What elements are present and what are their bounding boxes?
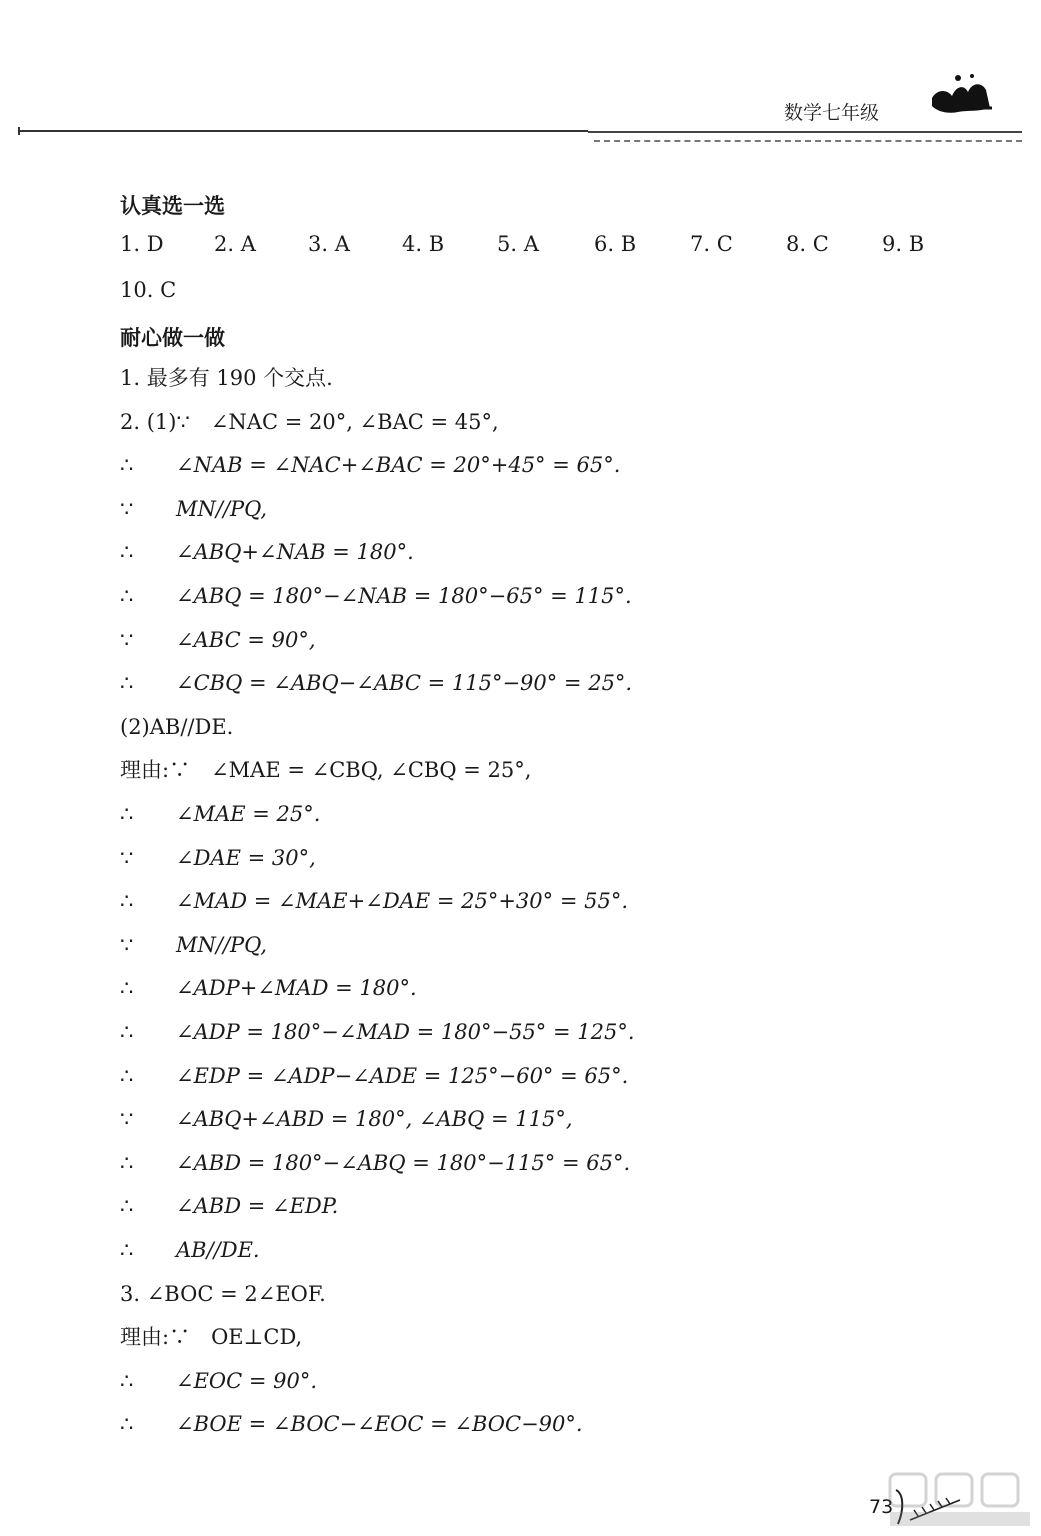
solution-line bbox=[120, 538, 414, 566]
solution-text: MN//PQ, bbox=[176, 932, 268, 957]
solution-line bbox=[120, 451, 620, 479]
solution-line bbox=[120, 713, 233, 741]
solution-line bbox=[120, 1192, 338, 1220]
header-title: 数学七年级 bbox=[784, 102, 880, 124]
solution-line bbox=[120, 1323, 302, 1351]
solution-text: ∠MAD = ∠MAE+∠DAE = 25°+30° = 55°. bbox=[176, 889, 628, 914]
solution-text: ∠ABD = ∠EDP. bbox=[176, 1194, 339, 1219]
header-rule-right bbox=[588, 131, 1022, 133]
solution-text: ∠ABQ = 180°−∠NAB = 180°−65° = 115°. bbox=[176, 584, 632, 608]
section-title-solve: 耐心做一做 bbox=[120, 326, 225, 350]
logic-symbol: ∴ bbox=[120, 1063, 134, 1088]
solution-line bbox=[120, 582, 632, 610]
solution-line bbox=[120, 408, 499, 436]
header-dashed-rule bbox=[594, 140, 1022, 142]
solution-line bbox=[120, 1236, 260, 1264]
solution-text: (2)AB//DE. bbox=[120, 714, 234, 739]
solution-text: ∠ADP = 180°−∠MAD = 180°−55° = 125°. bbox=[176, 1020, 635, 1044]
solution-line bbox=[120, 626, 316, 654]
solution-text: AB//DE. bbox=[176, 1238, 260, 1262]
answer-item: 8. C bbox=[786, 232, 829, 256]
solution-line bbox=[120, 931, 267, 959]
solution-text: ∠NAB = ∠NAC+∠BAC = 20°+45° = 65°. bbox=[176, 453, 621, 478]
answer-item-10: 10. C bbox=[120, 278, 177, 302]
answer-item: 4. B bbox=[402, 232, 445, 256]
section-title-choose: 认真选一选 bbox=[120, 194, 225, 218]
solution-line bbox=[120, 1062, 628, 1090]
solution-line bbox=[120, 1018, 635, 1046]
solution-line bbox=[120, 1105, 573, 1133]
solution-text: ∠ABQ+∠ABD = 180°, ∠ABQ = 115°, bbox=[176, 1107, 573, 1132]
header-decoration-icon bbox=[928, 68, 998, 123]
header-rule bbox=[20, 130, 588, 132]
logic-symbol: ∴ bbox=[120, 889, 134, 914]
logic-symbol: ∵ bbox=[120, 1107, 134, 1132]
logic-symbol: ∴ bbox=[120, 540, 134, 565]
answer-item: 5. A bbox=[497, 232, 539, 256]
solution-line bbox=[120, 1410, 583, 1438]
answer-item: 9. B bbox=[882, 232, 925, 256]
logic-symbol: ∵ bbox=[120, 496, 134, 521]
solution-line bbox=[120, 844, 316, 872]
solution-text: ∠BOE = ∠BOC−∠EOC = ∠BOC−90°. bbox=[176, 1412, 583, 1437]
answer-item: 6. B bbox=[594, 232, 637, 256]
solution-text: ∠EOC = 90°. bbox=[176, 1368, 318, 1393]
logic-symbol: ∴ bbox=[120, 584, 134, 608]
logic-symbol: ∴ bbox=[120, 671, 134, 696]
solution-text: 3. ∠BOC = 2∠EOF. bbox=[120, 1281, 326, 1306]
page-number: 73 bbox=[869, 1496, 894, 1518]
solution-text: ∠ABQ+∠NAB = 180°. bbox=[176, 540, 414, 565]
logic-symbol: ∵ bbox=[120, 932, 134, 957]
watermark-logo-icon bbox=[880, 1470, 1030, 1530]
solution-text: ∠MAE = 25°. bbox=[176, 802, 321, 826]
solution-line bbox=[120, 800, 320, 828]
solution-text: ∠DAE = 30°, bbox=[176, 845, 316, 870]
logic-symbol: ∴ bbox=[120, 1194, 134, 1219]
logic-symbol: ∵ bbox=[120, 845, 134, 870]
solution-text: 理由:∵ OE⊥CD, bbox=[120, 1325, 303, 1350]
solution-line bbox=[120, 974, 417, 1002]
solution-text: ∠CBQ = ∠ABQ−∠ABC = 115°−90° = 25°. bbox=[176, 671, 633, 696]
solution-text: 1. 最多有 190 个交点. bbox=[120, 366, 333, 390]
solution-line bbox=[120, 756, 531, 784]
solution-line bbox=[120, 495, 267, 523]
solution-text: MN//PQ, bbox=[176, 496, 268, 521]
logic-symbol: ∴ bbox=[120, 976, 134, 1001]
solution-text: ∠ADP+∠MAD = 180°. bbox=[176, 976, 417, 1001]
logic-symbol: ∴ bbox=[120, 1368, 134, 1393]
solution-text: ∠ABD = 180°−∠ABQ = 180°−115° = 65°. bbox=[176, 1150, 631, 1175]
answer-item: 7. C bbox=[690, 232, 733, 256]
solution-line bbox=[120, 1367, 317, 1395]
solution-line bbox=[120, 669, 632, 697]
solution-line bbox=[120, 1149, 630, 1177]
answer-item: 3. A bbox=[308, 232, 350, 256]
answers-row bbox=[120, 232, 940, 258]
solution-line bbox=[120, 364, 333, 392]
solution-line bbox=[120, 1280, 326, 1308]
logic-symbol: ∴ bbox=[120, 1150, 134, 1175]
logic-symbol: ∴ bbox=[120, 1412, 134, 1437]
logic-symbol: ∴ bbox=[120, 1020, 134, 1044]
logic-symbol: ∴ bbox=[120, 802, 134, 826]
solution-text: 理由:∵ ∠MAE = ∠CBQ, ∠CBQ = 25°, bbox=[120, 758, 532, 783]
answer-item: 2. A bbox=[214, 232, 256, 256]
solution-text: ∠ABC = 90°, bbox=[176, 627, 316, 652]
answer-item: 1. D bbox=[120, 232, 164, 256]
logic-symbol: ∵ bbox=[120, 627, 134, 652]
solution-text: ∠EDP = ∠ADP−∠ADE = 125°−60° = 65°. bbox=[176, 1063, 629, 1088]
solution-line bbox=[120, 887, 628, 915]
logic-symbol: ∴ bbox=[120, 453, 134, 478]
logic-symbol: ∴ bbox=[120, 1238, 134, 1262]
solution-text: 2. (1)∵ ∠NAC = 20°, ∠BAC = 45°, bbox=[120, 409, 499, 434]
